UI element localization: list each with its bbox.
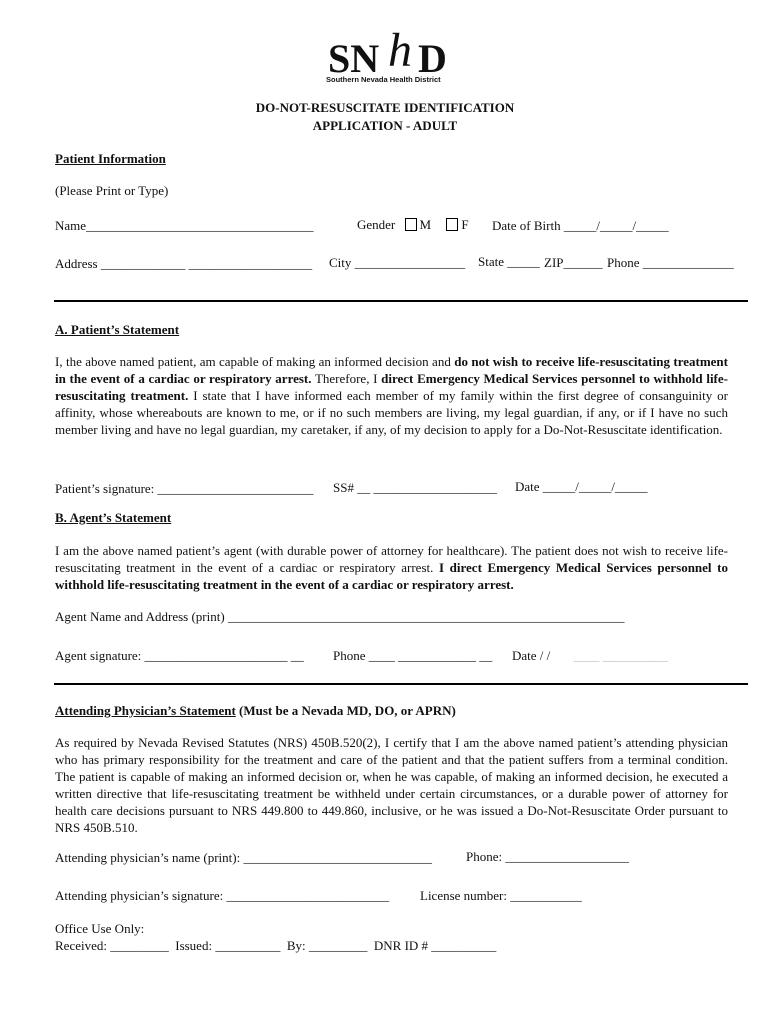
logo-subtitle: Southern Nevada Health District: [326, 75, 441, 84]
agent-statement-heading: B. Agent’s Statement: [55, 510, 172, 525]
phone-field[interactable]: [607, 255, 734, 271]
physician-signature-label: Attending physician’s signature:: [55, 888, 224, 903]
agent-phone-label: Phone: [333, 648, 366, 663]
agent-signature-label: Agent signature:: [55, 648, 142, 663]
state-label: State: [478, 254, 504, 269]
ssn-field[interactable]: [333, 480, 497, 496]
ssn-label: SS#: [333, 480, 354, 495]
dnr-id-line[interactable]: __________: [431, 938, 497, 953]
agent-phone-field[interactable]: [333, 648, 492, 664]
gender-label: Gender: [357, 217, 396, 232]
section-divider: [54, 300, 748, 302]
state-field[interactable]: [478, 254, 540, 270]
section-divider-physician: [54, 683, 748, 685]
patient-signature-line[interactable]: ________________________: [157, 481, 314, 496]
ssn-line[interactable]: __ ___________________: [357, 480, 497, 495]
form-title-line2: APPLICATION - ADULT: [312, 118, 458, 133]
issued-line[interactable]: __________: [215, 938, 281, 953]
name-field[interactable]: [55, 218, 314, 234]
physician-heading: Attending Physician’s Statement (Must be a Nevada MD, DO, or APRN): [55, 703, 456, 718]
license-label: License number:: [420, 888, 507, 903]
gender-m-label: M: [419, 217, 432, 232]
zip-field[interactable]: [544, 255, 603, 271]
physician-name-line[interactable]: _____________________________: [243, 850, 432, 865]
physician-phone-field[interactable]: [466, 849, 629, 865]
agent-date-label: Date / /: [512, 648, 551, 663]
logo-letters-left: SN: [328, 36, 380, 81]
address-field[interactable]: [55, 256, 312, 272]
physician-phone-line[interactable]: ___________________: [505, 849, 629, 864]
physician-name-field[interactable]: [55, 850, 432, 866]
office-use-row: [55, 938, 496, 954]
agent-date-field[interactable]: [512, 648, 668, 664]
physician-signature-line[interactable]: _________________________: [226, 888, 390, 903]
form-title-line1: DO-NOT-RESUSCITATE IDENTIFICATION: [255, 100, 515, 115]
dnr-id-label: DNR ID #: [373, 938, 429, 953]
agent-name-line[interactable]: _____________________________________________________________: [227, 609, 625, 624]
office-use-heading: Office Use Only:: [55, 921, 145, 936]
physician-signature-field[interactable]: [55, 888, 389, 904]
city-label: City: [329, 255, 352, 270]
address-label: Address: [55, 256, 98, 271]
license-line[interactable]: ___________: [510, 888, 582, 903]
logo-letters-right: D: [418, 36, 447, 81]
gender-f-checkbox[interactable]: [446, 218, 458, 231]
agent-phone-line[interactable]: ____ ____________ __: [368, 648, 493, 663]
agent-date-line[interactable]: ____ __________: [573, 648, 668, 663]
gender-m-checkbox[interactable]: [405, 218, 417, 231]
gender-field: [357, 217, 469, 233]
agent-name-field[interactable]: [55, 609, 624, 625]
city-field[interactable]: [329, 255, 465, 271]
issued-label: Issued:: [175, 938, 213, 953]
phone-label: Phone: [607, 255, 640, 270]
zip-label: ZIP: [544, 255, 564, 270]
name-label: Name: [55, 218, 87, 233]
patient-statement-text: I, the above named patient, am capable of making an informed decision and do not wish to receive life-resuscitating treatment in the event of a cardiac or respiratory arrest. Therefore, I direct Emergency Medical Services personnel to withhold life-resuscitating treatment. I state that I have informed each member of my family within the first degree of consanguinity or affinity, whose whereabouts are known to me, or if no such members are living, my legal guardian, if any, or if I have no such member living and have no legal guardian, my caretaker, if any, of my decision to apply for a Do-Not-Resuscitate identification.: [55, 354, 728, 437]
patient-statement-heading: A. Patient’s Statement: [55, 322, 180, 337]
physician-phone-label: Phone:: [466, 849, 503, 864]
patient-info-heading: Patient Information: [55, 151, 166, 166]
state-line[interactable]: _____: [507, 254, 540, 269]
patient-date-line[interactable]: _____/_____/_____: [542, 479, 648, 494]
address-line[interactable]: _____________ ___________________: [100, 256, 313, 271]
by-label: By:: [286, 938, 306, 953]
by-line[interactable]: _________: [308, 938, 368, 953]
gender-f-label: F: [461, 217, 469, 232]
physician-statement-text: As required by Nevada Revised Statutes (NRS) 450B.520(2), I certify that I am the above named patient’s attending physician who has primary responsibility for the treatment and care of the patient and that the patient suffers from a terminal condition. The patient is capable of making an informed decision or, when he was capable, of making an informed decision, he executed a written directive that life-resuscitating treatment be withheld under certain circumstances, or a durable power of attorney for health care decisions pursuant to NRS 449.800 to 449.860, inclusive, or he was issued a Do-Not-Resuscitate Order pursuant to NRS 450B.510.: [55, 735, 728, 835]
dob-line[interactable]: _____/_____/_____: [563, 218, 669, 233]
patient-date-field[interactable]: [515, 479, 648, 495]
phone-line[interactable]: ______________: [642, 255, 734, 270]
print-instruction: (Please Print or Type): [55, 183, 169, 198]
physician-name-label: Attending physician’s name (print):: [55, 850, 241, 865]
received-line[interactable]: _________: [110, 938, 169, 953]
received-label: Received:: [55, 938, 107, 953]
patient-date-label: Date: [515, 479, 540, 494]
city-line[interactable]: _________________: [354, 255, 466, 270]
agent-signature-field[interactable]: [55, 648, 304, 664]
license-field[interactable]: [420, 888, 582, 904]
snhd-logo: [322, 28, 462, 88]
agent-statement-text: I am the above named patient’s agent (with durable power of attorney for healthcare). The patient does not wish to receive life-resuscitating treatment in the event of a cardiac or respiratory arrest. I direct Emergency Medical Services personnel to withhold life-resuscitating treatment in the event of a cardiac or respiratory arrest.: [55, 543, 728, 592]
patient-signature-field[interactable]: [55, 481, 314, 497]
agent-name-label: Agent Name and Address (print): [55, 609, 225, 624]
logo-letters-mid: h: [388, 28, 412, 77]
agent-signature-line[interactable]: ______________________ __: [144, 648, 304, 663]
patient-signature-label: Patient’s signature:: [55, 481, 155, 496]
dob-field[interactable]: [492, 218, 669, 234]
zip-line[interactable]: ______: [563, 255, 603, 270]
dob-label: Date of Birth: [492, 218, 561, 233]
name-line[interactable]: ___________________________________: [86, 218, 314, 233]
